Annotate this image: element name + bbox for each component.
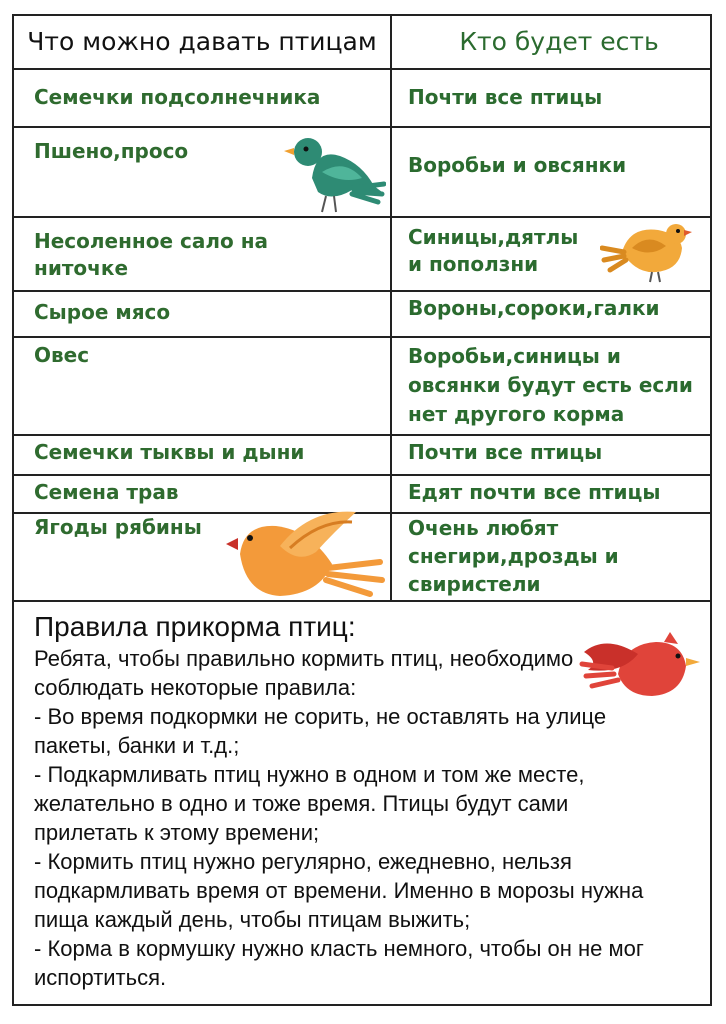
rules-line: пакеты, банки и т.д.; <box>34 733 240 758</box>
teal-bird-icon <box>282 128 386 218</box>
rules-title: Правила прикорма птиц: <box>34 611 356 642</box>
eaters-cell: Едят почти все птицы <box>408 480 661 504</box>
orange-bird-icon <box>224 510 386 600</box>
yellow-bird-icon <box>600 218 692 284</box>
table-row <box>14 476 710 514</box>
rules-line: прилетать к этому времени; <box>34 820 320 845</box>
eaters-cell: Почти все птицы <box>408 85 603 109</box>
food-cell: Семечки подсолнечника <box>34 85 321 109</box>
rules-line: - Во время подкормки не сорить, не оставлять на улице <box>34 704 607 729</box>
table-row <box>14 70 710 128</box>
rules-line: - Корма в кормушку нужно класть немного, чтобы он не мог <box>34 936 644 961</box>
food-cell: Семена трав <box>34 480 179 504</box>
table-row <box>14 292 710 338</box>
food-cell: Несоленное сало на ниточке <box>34 229 269 280</box>
rules-line: желательно в одно и тоже время. Птицы будут сами <box>34 791 569 816</box>
food-cell: Овес <box>34 343 90 367</box>
eaters-cell: Воробьи и овсянки <box>408 153 627 177</box>
eaters-cell: Почти все птицы <box>408 440 603 464</box>
rules-line: - Подкармливать птиц нужно в одном и том же месте, <box>34 762 585 787</box>
eaters-cell: Очень любят снегири,дрозды и свиристели <box>408 516 619 596</box>
food-cell: Сырое мясо <box>34 300 171 324</box>
food-cell: Семечки тыквы и дыни <box>34 440 305 464</box>
rules-line: Ребята, чтобы правильно кормить птиц, необходимо <box>34 646 574 671</box>
food-cell: Пшено,просо <box>34 139 189 163</box>
eaters-cell: Вороны,сороки,галки <box>408 296 660 320</box>
header-eaters: Кто будет есть <box>459 27 659 56</box>
table-header-row <box>14 16 710 70</box>
table-row <box>14 436 710 476</box>
food-cell: Ягоды рябины <box>34 515 202 539</box>
eaters-cell: Синицы,дятлы и поползни <box>408 225 579 276</box>
header-food: Что можно давать птицам <box>27 27 377 56</box>
rules-line: подкармливать время от времени. Именно в морозы нужна <box>34 878 644 903</box>
rules-line: пища каждый день, чтобы птицам выжить; <box>34 907 471 932</box>
eaters-cell: Воробьи,синицы и овсянки будут есть если нет другого корма <box>408 344 693 426</box>
rules-line: соблюдать некоторые правила: <box>34 675 357 700</box>
red-bird-icon <box>578 624 702 706</box>
rules-line: испортиться. <box>34 965 167 990</box>
table-row <box>14 338 710 436</box>
rules-line: - Кормить птиц нужно регулярно, ежедневно, нельзя <box>34 849 572 874</box>
column-divider <box>390 16 392 602</box>
